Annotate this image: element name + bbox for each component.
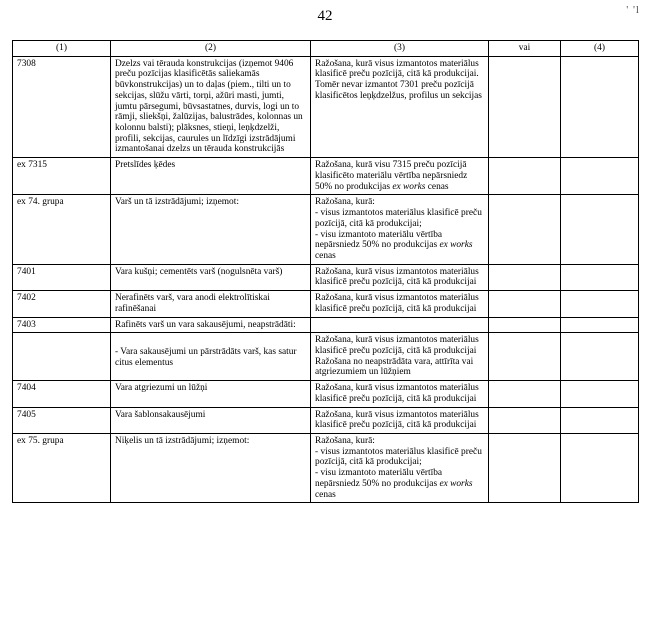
cell-alt-rule: [561, 407, 639, 433]
cell-vai: [489, 56, 561, 157]
cell-description: Rafinēts varš un vara sakausējumi, neapstrādāti:: [111, 317, 311, 333]
cell-description: Nerafinēts varš, vara anodi elektrolītiskai rafinēšanai: [111, 291, 311, 317]
table-row: [13, 264, 639, 290]
cell-description: Niķelis un tā izstrādājumi; izņemot:: [111, 434, 311, 503]
cell-code: 7404: [13, 381, 111, 407]
cell-alt-rule: [561, 317, 639, 333]
description-text: - Vara sakausējumi un pārstrādāts varš, kas satur citus elementus: [115, 347, 297, 368]
cell-alt-rule: [561, 56, 639, 157]
cell-description: Vara kušņi; cementēts varš (nogulsnēta varš): [111, 264, 311, 290]
cell-description: Varš un tā izstrādājumi; izņemot:: [111, 195, 311, 264]
cell-vai: [489, 434, 561, 503]
rule-text-italic: ex works: [439, 240, 473, 251]
cell-code: 7405: [13, 407, 111, 433]
table-row: [13, 333, 639, 381]
rule-text-a: - visu izmantoto materiālu vērtība nepārsniedz 50% no produkcijas: [315, 229, 443, 251]
column-header-1: (1): [13, 41, 111, 57]
cell-spacer: [115, 335, 306, 347]
cell-rule: Ražošana, kurā visus izmantotos materiālus klasificē preču pozīcijā, citā kā produkcijai: [311, 381, 489, 407]
cell-vai: [489, 264, 561, 290]
cell-alt-rule: [561, 195, 639, 264]
table-row: [13, 407, 639, 433]
cell-rule: [311, 434, 489, 503]
cell-rule: [311, 195, 489, 264]
cell-vai: [489, 291, 561, 317]
column-header-3: (3): [311, 41, 489, 57]
cell-rule: Ražošana, kurā visus izmantotos materiālus klasificē preču pozīcijā, citā kā produkcijai: [311, 264, 489, 290]
rule-text-italic: ex works: [439, 478, 473, 489]
table-row: [13, 381, 639, 407]
rule-text-tail: cenas: [315, 250, 336, 261]
table-row: [13, 56, 639, 157]
cell-code: ex 75. grupa: [13, 434, 111, 503]
cell-rule: [311, 333, 489, 381]
rule-text-a: - visu izmantoto materiālu vērtība nepārsniedz 50% no produkcijas: [315, 468, 443, 489]
cell-vai: [489, 407, 561, 433]
cell-rule: [311, 158, 489, 195]
rule-line: Ražošana, kurā:: [315, 197, 375, 208]
rule-line-second: Ražošana no neapstrādāta vara, attīrīta vai atgriezumiem un lūžņiem: [315, 356, 474, 378]
corner-annotation: ' 'l: [626, 4, 640, 16]
cell-vai: [489, 158, 561, 195]
table-row: [13, 158, 639, 195]
cell-rule: Ražošana, kurā visus izmantotos materiālus klasificē preču pozīcijā, citā kā produkcijai: [311, 291, 489, 317]
cell-code: [13, 333, 111, 381]
table-row: [13, 317, 639, 333]
table-row: [13, 291, 639, 317]
cell-description: Pretslīdes ķēdes: [111, 158, 311, 195]
column-header-4: (4): [561, 41, 639, 57]
cell-code: 7401: [13, 264, 111, 290]
rule-line: - visus izmantotos materiālus klasificē preču pozīcijā, citā kā produkcijai;: [315, 446, 482, 468]
page-number: 42: [317, 8, 333, 24]
cell-rule: [311, 317, 489, 333]
cell-description: Vara atgriezumi un lūžņi: [111, 381, 311, 407]
rule-line: Ražošana, kurā visus izmantotos materiālus klasificē preču pozīcijā, citā kā produkcijai: [315, 335, 479, 356]
cell-rule: Ražošana, kurā visus izmantotos materiālus klasificē preču pozīcijā, citā kā produkcijai. Tomēr nevar izmantot 7301 preču pozīcijā klasificētos leņķdzelžus, profilus un sekcijas: [311, 56, 489, 157]
cell-code: ex 74. grupa: [13, 195, 111, 264]
column-header-vai: vai: [489, 41, 561, 57]
cell-description: Dzelzs vai tērauda konstrukcijas (izņemot 9406 preču pozīcijas klasificētās saliekamās būvkonstrukcijas) un to daļas (piem., tilti un to sekcijas, slūžu vārti, torņi, ažūri masti, jumti, jumtu pārsegumi, būvsastatnes, durvis, logi un to rāmji, sliekšņi, žalūzijas, balustrādes, kolonnas un kolonnu balsti); plāksnes, stieņi, leņķdzelži, profili, sekcijas, caurules un līdzīgi izstrādājumi izmantošanai dzelzs un tērauda konstrukcijās: [111, 56, 311, 157]
cell-description: Vara šablonsakausējumi: [111, 407, 311, 433]
cell-description: [111, 333, 311, 381]
rules-of-origin-table: [12, 40, 639, 503]
cell-vai: [489, 317, 561, 333]
rule-text-tail: cenas: [315, 489, 336, 500]
cell-alt-rule: [561, 158, 639, 195]
cell-vai: [489, 381, 561, 407]
cell-vai: [489, 195, 561, 264]
rule-text-italic: ex works: [392, 181, 426, 192]
cell-code: 7403: [13, 317, 111, 333]
rule-line: - visus izmantotos materiālus klasificē preču pozīcijā, citā kā produkcijai;: [315, 208, 482, 229]
rule-text-tail: cenas: [425, 181, 449, 192]
cell-alt-rule: [561, 291, 639, 317]
table-row: [13, 195, 639, 264]
rule-line: Ražošana, kurā:: [315, 436, 375, 446]
cell-alt-rule: [561, 264, 639, 290]
column-header-2: (2): [111, 41, 311, 57]
rule-line: [315, 468, 484, 500]
cell-alt-rule: [561, 333, 639, 381]
rule-line: [315, 230, 484, 262]
cell-vai: [489, 333, 561, 381]
cell-code: 7308: [13, 56, 111, 157]
cell-alt-rule: [561, 434, 639, 503]
cell-alt-rule: [561, 381, 639, 407]
table-row: [13, 434, 639, 503]
cell-code: ex 7315: [13, 158, 111, 195]
table-header-row: [13, 41, 639, 57]
rule-text-a: Ražošana, kurā visu 7315 preču pozīcijā klasificēto materiālu vērtība nepārsniedz 50% no produkcijas: [315, 160, 468, 192]
cell-rule: Ražošana, kurā visus izmantotos materiālus klasificē preču pozīcijā, citā kā produkcijai: [311, 407, 489, 433]
cell-code: 7402: [13, 291, 111, 317]
